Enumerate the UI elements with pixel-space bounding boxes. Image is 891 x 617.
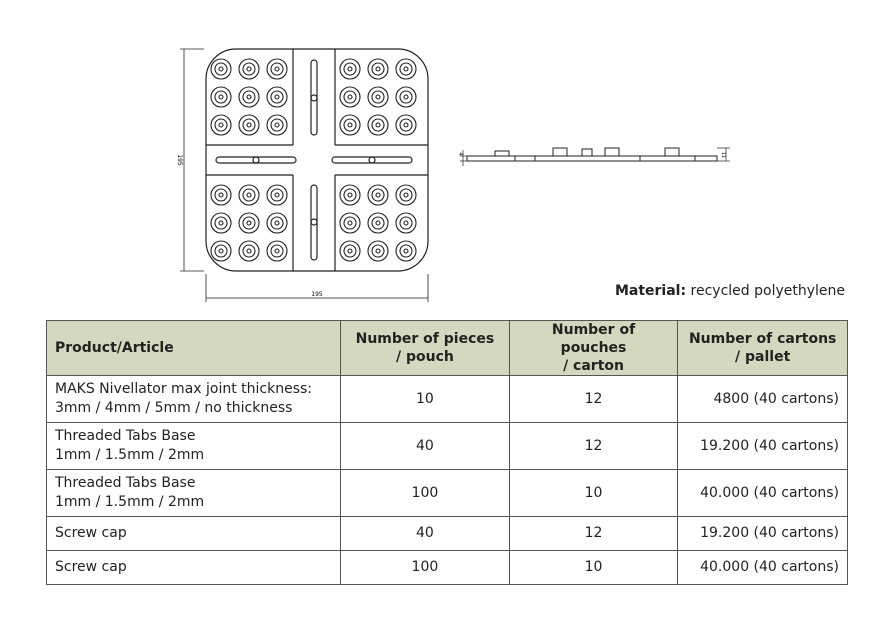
stud-ring [372,63,384,75]
stud-ring [247,221,251,225]
cell-pouches: 12 [509,423,678,470]
cell-product: Threaded Tabs Base 1mm / 1.5mm / 2mm [47,423,341,470]
stud-ring [247,123,251,127]
stud-ring [396,185,416,205]
stud-ring [348,95,352,99]
stud-ring [368,59,388,79]
stud-ring [215,189,227,201]
stud-ring [372,91,384,103]
stud-ring [376,67,380,71]
material-value: recycled polyethylene [690,283,845,299]
table-row [47,470,848,517]
cell-pouches: 12 [509,376,678,423]
stud-ring [340,241,360,261]
stud-ring [404,123,408,127]
stud-ring [344,245,356,257]
stud-ring [211,87,231,107]
stud-ring [239,87,259,107]
stud-ring [344,189,356,201]
stud-ring [219,123,223,127]
cell-product: Threaded Tabs Base 1mm / 1.5mm / 2mm [47,470,341,517]
width-dimension-label: 195 [311,291,323,298]
stud-ring [400,91,412,103]
stud-ring [344,63,356,75]
stud-ring [243,189,255,201]
stud-ring [344,91,356,103]
stud-ring [219,95,223,99]
stud-ring [340,115,360,135]
stud-ring [211,115,231,135]
stud-ring [211,241,231,261]
stud-ring [368,87,388,107]
stud-ring [243,91,255,103]
stud-grid [211,59,416,261]
table-row [47,517,848,551]
stud-ring [400,189,412,201]
stud-ring [215,217,227,229]
stud-ring [404,95,408,99]
stud-ring [340,87,360,107]
stud-ring [271,63,283,75]
stud-ring [400,217,412,229]
stud-ring [267,185,287,205]
stud-ring [239,185,259,205]
stud-ring [368,115,388,135]
side-base [467,156,717,161]
stud-ring [376,95,380,99]
stud-ring [215,119,227,131]
stud-ring [404,249,408,253]
cell-pieces: 10 [341,376,510,423]
stud-ring [344,217,356,229]
material-label: Material: [614,283,687,299]
packaging-table [46,320,848,585]
stud-ring [271,245,283,257]
stud-ring [211,59,231,79]
cell-product: MAKS Nivellator max joint thickness: 3mm / 4mm / 5mm / no thickness [47,376,341,423]
cell-pieces: 40 [341,517,510,551]
slot-left [216,157,296,163]
stud-ring [247,249,251,253]
side-view-drawing [455,140,735,180]
stud-ring [239,59,259,79]
stud-ring [368,185,388,205]
cell-pouches: 12 [509,517,678,551]
stud-ring [376,193,380,197]
stud-ring [368,213,388,233]
stud-ring [400,63,412,75]
cell-cartons: 4800 (40 cartons) [678,376,848,423]
stud-ring [267,241,287,261]
stud-ring [275,67,279,71]
stud-ring [243,63,255,75]
stud-ring [348,67,352,71]
stud-ring [404,193,408,197]
stud-ring [348,193,352,197]
stud-ring [404,221,408,225]
stud-ring [372,245,384,257]
stud-ring [247,95,251,99]
stud-ring [271,217,283,229]
cell-cartons: 40.000 (40 cartons) [678,551,848,585]
stud-ring [271,119,283,131]
stud-ring [211,213,231,233]
stud-ring [396,115,416,135]
stud-ring [348,221,352,225]
stud-ring [247,67,251,71]
stud-ring [376,221,380,225]
table-row [47,423,848,470]
stud-ring [267,59,287,79]
stud-ring [404,67,408,71]
height-dimension-label: 195 [176,154,183,166]
cell-product: Screw cap [47,551,341,585]
cell-cartons: 19.200 (40 cartons) [678,517,848,551]
stud-ring [396,87,416,107]
stud-ring [243,245,255,257]
stud-ring [376,123,380,127]
stud-ring [275,193,279,197]
material-note [615,283,845,299]
stud-ring [368,241,388,261]
stud-ring [267,87,287,107]
side-total-height-label: 11 [720,151,726,159]
stud-ring [372,189,384,201]
stud-ring [376,249,380,253]
stud-ring [247,193,251,197]
stud-ring [267,213,287,233]
stud-ring [396,241,416,261]
stud-ring [344,119,356,131]
stud-ring [239,241,259,261]
table-header-row [47,321,848,376]
cell-pouches: 10 [509,470,678,517]
stud-ring [275,221,279,225]
stud-ring [219,249,223,253]
stud-ring [396,213,416,233]
cell-cartons: 40.000 (40 cartons) [678,470,848,517]
cell-cartons: 19.200 (40 cartons) [678,423,848,470]
cell-pouches: 10 [509,551,678,585]
stud-ring [372,119,384,131]
stud-ring [215,245,227,257]
stud-ring [400,119,412,131]
stud-ring [348,123,352,127]
stud-ring [340,213,360,233]
slot-top [311,60,317,135]
stud-ring [396,59,416,79]
stud-ring [219,193,223,197]
cell-product: Screw cap [47,517,341,551]
header-pieces: Number of pieces / pouch [341,321,510,376]
header-cartons: Number of cartons / pallet [678,321,848,376]
stud-ring [271,189,283,201]
stud-ring [348,249,352,253]
side-base-height-label: 4 [457,152,463,156]
stud-ring [243,217,255,229]
stud-ring [239,115,259,135]
stud-ring [219,67,223,71]
header-pouches: Number of pouches / carton [509,321,678,376]
stud-ring [400,245,412,257]
stud-ring [275,249,279,253]
stud-ring [215,63,227,75]
stud-ring [275,123,279,127]
stud-ring [239,213,259,233]
cell-pieces: 100 [341,551,510,585]
stud-ring [275,95,279,99]
stud-ring [340,59,360,79]
slot-right [332,157,412,163]
stud-ring [215,91,227,103]
stud-ring [243,119,255,131]
cell-pieces: 100 [341,470,510,517]
stud-ring [219,221,223,225]
stud-ring [271,91,283,103]
stud-ring [340,185,360,205]
header-product: Product/Article [47,321,341,376]
stud-ring [372,217,384,229]
stud-ring [267,115,287,135]
slot-bottom [311,185,317,260]
plan-view-drawing [170,40,440,305]
table-row [47,376,848,423]
cell-pieces: 40 [341,423,510,470]
stud-ring [211,185,231,205]
table-row [47,551,848,585]
